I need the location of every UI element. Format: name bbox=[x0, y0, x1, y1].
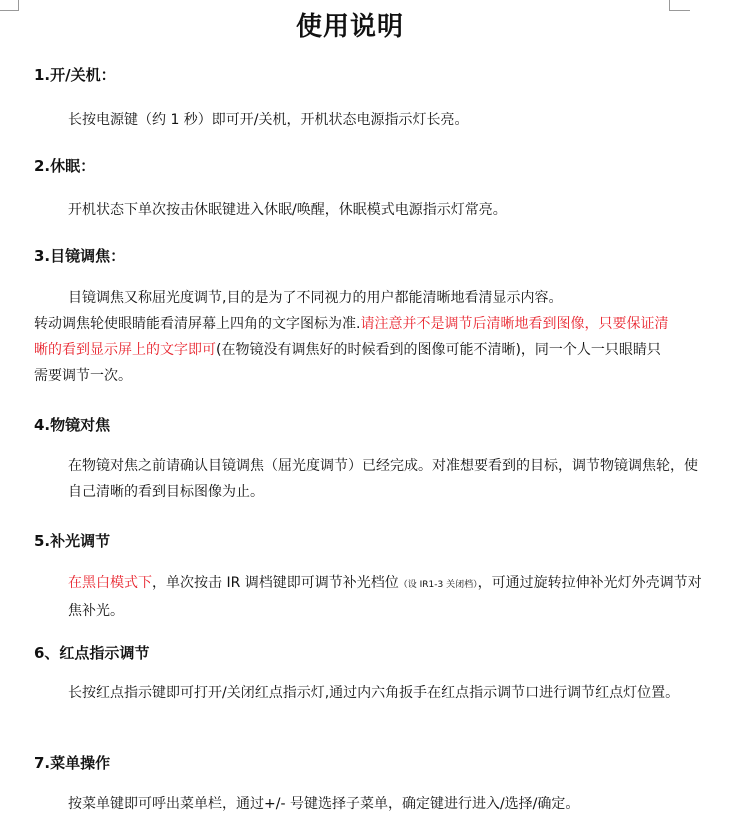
section-heading-sleep: 2.休眠： bbox=[34, 157, 96, 175]
section-heading-objective: 4.物镜对焦 bbox=[34, 416, 111, 434]
eyepiece-text-a: 转动调焦轮使眼睛能看清屏幕上四角的文字图标为准. bbox=[34, 316, 361, 332]
section-heading-eyepiece: 3.目镜调焦： bbox=[34, 247, 126, 265]
section-text-objective bbox=[34, 453, 708, 505]
section-text-fill-light bbox=[34, 570, 708, 624]
section-text-eyepiece bbox=[34, 285, 674, 389]
fill-light-note: （设 IR1-3 关闭档） bbox=[398, 580, 478, 590]
section-text-power: 长按电源键（约 1 秒）即可开/关机，开机状态电源指示灯长亮。 bbox=[68, 112, 469, 128]
eyepiece-line-1: 目镜调焦又称屈光度调节,目的是为了不同视力的用户都能清晰地看清显示内容。 bbox=[68, 290, 563, 306]
section-heading-fill-light: 5.补光调节 bbox=[34, 532, 111, 550]
section-heading-menu: 7.菜单操作 bbox=[34, 754, 111, 772]
eyepiece-text-b: (在物镜没有调焦好的时候看到的图像可能不清晰)，同一个人一只眼睛只需要调节一次。 bbox=[34, 342, 661, 384]
eyepiece-paragraph-2 bbox=[34, 311, 674, 389]
section-heading-red-dot: 6、红点指示调节 bbox=[34, 644, 150, 662]
page-title: 使用说明 bbox=[295, 12, 404, 42]
fill-light-mode: 在黑白模式下 bbox=[68, 575, 152, 591]
section-text-red-dot: 长按红点指示键即可打开/关闭红点指示灯,通过内六角扳手在红点指示调节口进行调节红点灯位置。 bbox=[68, 685, 680, 701]
fill-light-text-a: ，单次按击 IR 调档键即可调节补光档位 bbox=[152, 575, 399, 591]
objective-text: 在物镜对焦之前请确认目镜调焦（屈光度调节）已经完成。对准想要看到的目标，调节物镜调焦轮，使自己清晰的看到目标图像为止。 bbox=[68, 458, 698, 500]
section-heading-power: 1.开/关机： bbox=[34, 66, 116, 84]
section-text-sleep: 开机状态下单次按击休眠键进入休眠/唤醒，休眠模式电源指示灯常亮。 bbox=[68, 202, 507, 218]
fill-light-text-b: ，可通过旋转拉伸补光灯外壳调节对焦补光。 bbox=[68, 575, 702, 619]
section-text-menu: 按菜单键即可呼出菜单栏，通过+/- 号键选择子菜单，确定键进行进入/选择/确定。 bbox=[68, 796, 580, 812]
eyepiece-warning: 请注意并不是调节后清晰地看到图像，只要保证清晰的看到显示屏上的文字即可 bbox=[34, 316, 669, 358]
